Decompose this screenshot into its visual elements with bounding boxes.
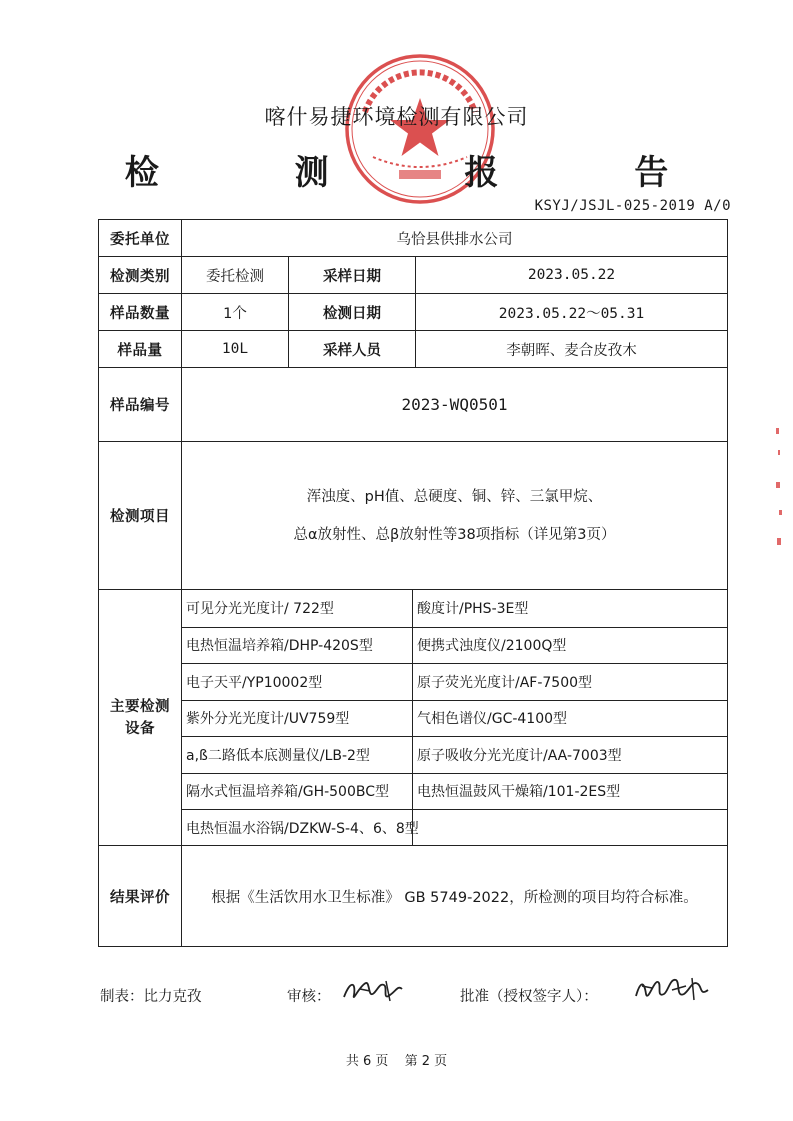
equipment-label bbox=[99, 590, 182, 845]
test-items-label: 检测项目 bbox=[99, 442, 182, 589]
prepared-label: 制表： bbox=[100, 989, 144, 1005]
company-name: 喀什易捷环境检测有限公司 bbox=[264, 105, 529, 129]
equipment-item: 电热恒温水浴锅/DZKW-S-4、6、8型 bbox=[186, 821, 419, 837]
sample-amount-label: 样品量 bbox=[99, 331, 182, 367]
edge-seal-marks bbox=[770, 420, 790, 570]
row-sample-count bbox=[99, 293, 727, 330]
sampler-value: 李朝晖、麦合皮孜木 bbox=[415, 331, 727, 367]
equipment-list bbox=[182, 590, 727, 845]
report-title: 检 测 报 告 bbox=[124, 153, 731, 193]
test-items-value bbox=[182, 442, 727, 589]
equipment-row bbox=[182, 736, 727, 773]
review-label: 审核： bbox=[287, 989, 331, 1005]
result-value: 根据《生活饮用水卫生标准》 GB 5749-2022，所检测的项目均符合标准。 bbox=[211, 889, 698, 906]
row-test-type bbox=[99, 256, 727, 293]
test-type-value: 委托检测 bbox=[206, 268, 264, 285]
approve-label: 批准（授权签字人）： bbox=[460, 989, 598, 1005]
equipment-label-line-1: 主要检测 bbox=[110, 698, 170, 715]
row-sample-id bbox=[99, 367, 727, 441]
sampling-date-label: 采样日期 bbox=[288, 257, 415, 293]
equipment-item: 紫外分光光度计/UV759型 bbox=[186, 711, 350, 728]
report-table bbox=[98, 219, 728, 947]
client-label: 委托单位 bbox=[99, 220, 182, 256]
equipment-item: 电热恒温鼓风干燥箱/101-2ES型 bbox=[412, 774, 727, 810]
row-equipment bbox=[99, 589, 727, 845]
sample-id-label: 样品编号 bbox=[99, 368, 182, 441]
equipment-row bbox=[182, 627, 727, 664]
equipment-row bbox=[182, 809, 727, 846]
equipment-label-line-2: 设备 bbox=[125, 720, 155, 737]
equipment-item: a,ß二路低本底测量仪/LB-2型 bbox=[186, 747, 370, 764]
sample-count-label: 样品数量 bbox=[99, 294, 182, 330]
row-result bbox=[99, 845, 727, 946]
row-test-items bbox=[99, 441, 727, 589]
prepared-name: 比力克孜 bbox=[143, 989, 202, 1005]
equipment-item bbox=[412, 810, 727, 846]
sampler-label: 采样人员 bbox=[288, 331, 415, 367]
equipment-row bbox=[182, 773, 727, 810]
equipment-item: 隔水式恒温培养箱/GH-500BC型 bbox=[186, 784, 389, 801]
result-label: 结果评价 bbox=[99, 846, 182, 946]
equipment-item: 原子吸收分光光度计/AA-7003型 bbox=[412, 737, 727, 773]
current-page: 第 2 页 bbox=[404, 1054, 448, 1069]
reviewer-signature bbox=[340, 975, 408, 1007]
test-type-label: 检测类别 bbox=[99, 257, 182, 293]
client-value: 乌恰县供排水公司 bbox=[396, 231, 513, 248]
equipment-item: 便携式浊度仪/2100Q型 bbox=[412, 628, 727, 664]
equipment-row bbox=[182, 663, 727, 700]
row-client bbox=[99, 220, 727, 256]
prepared-by bbox=[100, 985, 202, 1006]
sample-count-value: 1个 bbox=[223, 305, 247, 322]
sampling-date-value: 2023.05.22 bbox=[415, 257, 727, 293]
equipment-item: 电子天平/YP10002型 bbox=[186, 674, 323, 691]
test-date-label: 检测日期 bbox=[288, 294, 415, 330]
equipment-item: 原子荧光光度计/AF-7500型 bbox=[412, 664, 727, 700]
equipment-row bbox=[182, 590, 727, 627]
equipment-item: 可见分光光度计/ 722型 bbox=[186, 601, 334, 618]
document-number: KSYJ/JSJL-025-2019 A/0 bbox=[534, 198, 731, 214]
test-date-value: 2023.05.22～05.31 bbox=[415, 294, 727, 330]
equipment-item: 酸度计/PHS-3E型 bbox=[412, 590, 727, 627]
sample-id-value: 2023-WQ0501 bbox=[401, 395, 508, 414]
row-sample-amount bbox=[99, 330, 727, 367]
approver-signature bbox=[632, 972, 712, 1006]
total-pages: 共 6 页 bbox=[345, 1054, 389, 1069]
sample-amount-value: 10L bbox=[221, 341, 249, 357]
equipment-item: 电热恒温培养箱/DHP-420S型 bbox=[186, 638, 373, 655]
equipment-item: 气相色谱仪/GC-4100型 bbox=[412, 701, 727, 737]
test-items-line-1: 浑浊度、pH值、总硬度、铜、锌、三氯甲烷、 bbox=[306, 488, 603, 505]
page-info bbox=[0, 1050, 793, 1069]
equipment-row bbox=[182, 700, 727, 737]
test-items-line-2: 总α放射性、总β放射性等38项指标（详见第3页） bbox=[293, 526, 616, 543]
